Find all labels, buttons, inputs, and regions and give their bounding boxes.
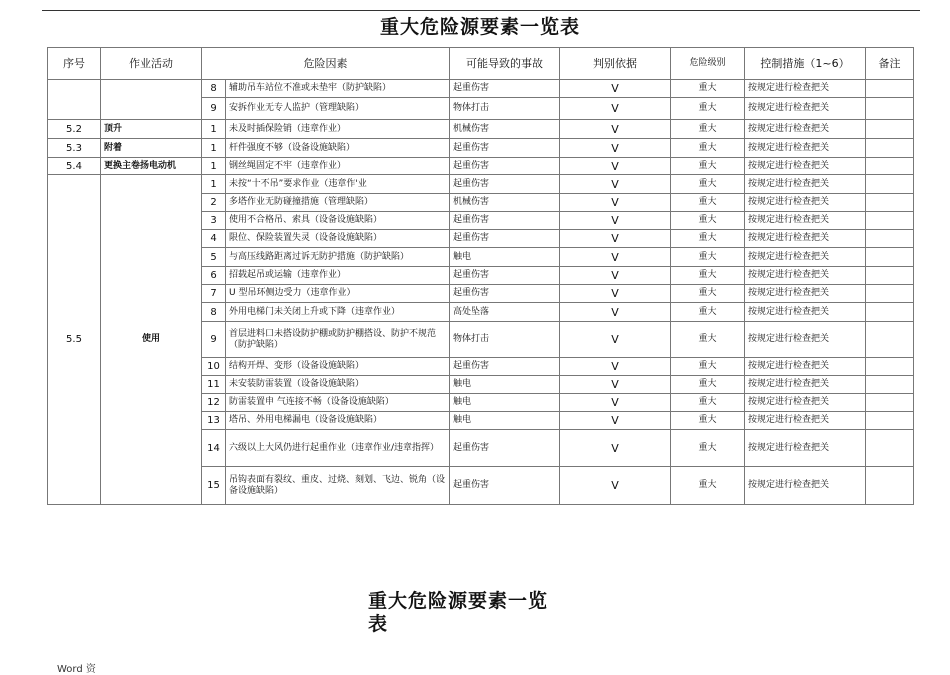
level-cell: 重大 <box>671 322 745 358</box>
header-control: 控制措施（1~6） <box>745 48 866 80</box>
level-cell: 重大 <box>671 175 745 194</box>
control-cell: 按规定进行检查把关 <box>745 412 866 430</box>
level-cell: 重大 <box>671 139 745 158</box>
page-title: 重大危险源要素一览表 <box>379 16 580 38</box>
hazard-cell: 限位、保险装置失灵（设备设施缺陷） <box>226 230 450 248</box>
accident-cell: 触电 <box>450 412 560 430</box>
hazard-cell: 招载起吊或运输（违章作业） <box>226 267 450 285</box>
table-row <box>48 158 914 175</box>
item-number: 8 <box>202 80 226 98</box>
basis-cell: V <box>560 230 671 248</box>
level-cell: 重大 <box>671 467 745 505</box>
activity-cell: 更换主卷扬电动机 <box>101 158 202 175</box>
basis-cell: V <box>560 139 671 158</box>
hazard-cell: 多塔作业无防碰撞措施（管理缺陷） <box>226 194 450 212</box>
accident-cell: 机械伤害 <box>450 194 560 212</box>
control-cell: 按规定进行检查把关 <box>745 267 866 285</box>
remark-cell <box>866 80 914 98</box>
footer-note: Word 资 <box>57 664 96 675</box>
table-row <box>48 175 914 194</box>
header-seq: 序号 <box>48 48 101 80</box>
item-number: 9 <box>202 322 226 358</box>
item-number: 6 <box>202 267 226 285</box>
hazard-cell: 塔吊、外用电梯漏电（设备设施缺陷） <box>226 412 450 430</box>
basis-cell: V <box>560 303 671 322</box>
remark-cell <box>866 194 914 212</box>
item-number: 1 <box>202 120 226 139</box>
remark-cell <box>866 394 914 412</box>
top-rule <box>42 10 920 11</box>
header-basis: 判别依据 <box>560 48 671 80</box>
item-number: 13 <box>202 412 226 430</box>
accident-cell: 起重伤害 <box>450 212 560 230</box>
accident-cell: 起重伤害 <box>450 467 560 505</box>
table-row <box>48 120 914 139</box>
item-number: 1 <box>202 175 226 194</box>
remark-cell <box>866 412 914 430</box>
control-cell: 按规定进行检查把关 <box>745 394 866 412</box>
control-cell: 按规定进行检查把关 <box>745 376 866 394</box>
seq-cell: 5.4 <box>48 158 101 175</box>
item-number: 5 <box>202 248 226 267</box>
accident-cell: 起重伤害 <box>450 430 560 467</box>
level-cell: 重大 <box>671 267 745 285</box>
item-number: 8 <box>202 303 226 322</box>
hazard-cell: 未及时插保险销（违章作业） <box>226 120 450 139</box>
hazard-cell: 安拆作业无专人监护（管理缺陷） <box>226 98 450 120</box>
level-cell: 重大 <box>671 158 745 175</box>
remark-cell <box>866 212 914 230</box>
activity-cell: 使用 <box>101 175 202 505</box>
hazard-cell: 未安装防雷装置（设备设施缺陷） <box>226 376 450 394</box>
level-cell: 重大 <box>671 248 745 267</box>
control-cell: 按规定进行检查把关 <box>745 248 866 267</box>
control-cell: 按规定进行检查把关 <box>745 139 866 158</box>
header-level: 危险级别 <box>671 48 745 80</box>
control-cell: 按规定进行检查把关 <box>745 194 866 212</box>
remark-cell <box>866 120 914 139</box>
level-cell: 重大 <box>671 194 745 212</box>
basis-cell: V <box>560 212 671 230</box>
remark-cell <box>866 285 914 303</box>
basis-cell: V <box>560 267 671 285</box>
level-cell: 重大 <box>671 98 745 120</box>
item-number: 11 <box>202 376 226 394</box>
basis-cell: V <box>560 394 671 412</box>
control-cell: 按规定进行检查把关 <box>745 120 866 139</box>
remark-cell <box>866 303 914 322</box>
hazard-cell: 结构开焊、变形（设备设施缺陷） <box>226 358 450 376</box>
item-number: 2 <box>202 194 226 212</box>
remark-cell <box>866 467 914 505</box>
seq-cell: 5.2 <box>48 120 101 139</box>
table-row <box>48 80 914 98</box>
hazard-cell: 使用不合格吊、索具（设备设施缺陷） <box>226 212 450 230</box>
repeated-title <box>368 590 568 636</box>
hazard-cell: 杆件强度不够（设备设施缺陷） <box>226 139 450 158</box>
basis-cell: V <box>560 376 671 394</box>
basis-cell: V <box>560 322 671 358</box>
control-cell: 按规定进行检查把关 <box>745 212 866 230</box>
hazard-table <box>47 47 914 505</box>
header-hazard: 危险因素 <box>202 48 450 80</box>
seq-cell: 5.5 <box>48 175 101 505</box>
remark-cell <box>866 158 914 175</box>
control-cell: 按规定进行检查把关 <box>745 80 866 98</box>
accident-cell: 触电 <box>450 376 560 394</box>
remark-cell <box>866 430 914 467</box>
basis-cell: V <box>560 158 671 175</box>
item-number: 1 <box>202 158 226 175</box>
control-cell: 按规定进行检查把关 <box>745 230 866 248</box>
level-cell: 重大 <box>671 285 745 303</box>
basis-cell: V <box>560 467 671 505</box>
hazard-cell: 六级以上大风仍进行起重作业（违章作业/违章指挥） <box>226 430 450 467</box>
control-cell: 按规定进行检查把关 <box>745 358 866 376</box>
level-cell: 重大 <box>671 430 745 467</box>
activity-cell <box>101 80 202 120</box>
accident-cell: 触电 <box>450 394 560 412</box>
table-header-row <box>48 48 914 80</box>
control-cell: 按规定进行检查把关 <box>745 303 866 322</box>
level-cell: 重大 <box>671 303 745 322</box>
accident-cell: 起重伤害 <box>450 285 560 303</box>
hazard-cell: 未按“十不吊”要求作业（违章作'业 <box>226 175 450 194</box>
control-cell: 按规定进行检查把关 <box>745 285 866 303</box>
remark-cell <box>866 248 914 267</box>
item-number: 12 <box>202 394 226 412</box>
repeated-title-line2: 表 <box>368 613 389 635</box>
activity-cell: 顶升 <box>101 120 202 139</box>
item-number: 15 <box>202 467 226 505</box>
item-number: 7 <box>202 285 226 303</box>
header-activity: 作业活动 <box>101 48 202 80</box>
item-number: 10 <box>202 358 226 376</box>
accident-cell: 起重伤害 <box>450 80 560 98</box>
basis-cell: V <box>560 358 671 376</box>
hazard-cell: 外用电梯门未关闭上升或下降（违章作业） <box>226 303 450 322</box>
accident-cell: 起重伤害 <box>450 230 560 248</box>
accident-cell: 起重伤害 <box>450 175 560 194</box>
hazard-cell: 钢丝绳固定不牢（违章作业） <box>226 158 450 175</box>
remark-cell <box>866 376 914 394</box>
seq-cell: 5.3 <box>48 139 101 158</box>
remark-cell <box>866 139 914 158</box>
header-accident: 可能导致的事故 <box>450 48 560 80</box>
basis-cell: V <box>560 98 671 120</box>
item-number: 1 <box>202 139 226 158</box>
level-cell: 重大 <box>671 376 745 394</box>
control-cell: 按规定进行检查把关 <box>745 158 866 175</box>
remark-cell <box>866 358 914 376</box>
control-cell: 按规定进行检查把关 <box>745 430 866 467</box>
hazard-cell: 首层进料口未搭设防护棚或防护棚搭设、防护不规范（防护缺陷） <box>226 322 450 358</box>
accident-cell: 物体打击 <box>450 322 560 358</box>
remark-cell <box>866 322 914 358</box>
remark-cell <box>866 175 914 194</box>
repeated-title-line1: 重大危险源要素一览 <box>368 590 549 612</box>
accident-cell: 机械伤害 <box>450 120 560 139</box>
control-cell: 按规定进行检查把关 <box>745 98 866 120</box>
level-cell: 重大 <box>671 230 745 248</box>
basis-cell: V <box>560 412 671 430</box>
accident-cell: 物体打击 <box>450 98 560 120</box>
basis-cell: V <box>560 175 671 194</box>
basis-cell: V <box>560 285 671 303</box>
accident-cell: 起重伤害 <box>450 267 560 285</box>
remark-cell <box>866 267 914 285</box>
table-row <box>48 139 914 158</box>
basis-cell: V <box>560 430 671 467</box>
basis-cell: V <box>560 80 671 98</box>
seq-cell <box>48 80 101 120</box>
hazard-cell: 辅助吊车站位不准或未垫牢（防护缺陷） <box>226 80 450 98</box>
accident-cell: 起重伤害 <box>450 358 560 376</box>
basis-cell: V <box>560 194 671 212</box>
accident-cell: 触电 <box>450 248 560 267</box>
hazard-cell: 与高压线路距离过诉无防护措施（防护缺陷） <box>226 248 450 267</box>
level-cell: 重大 <box>671 412 745 430</box>
basis-cell: V <box>560 120 671 139</box>
item-number: 14 <box>202 430 226 467</box>
hazard-cell: 防雷装置申 气连接不畅（设备设施缺陷） <box>226 394 450 412</box>
level-cell: 重大 <box>671 358 745 376</box>
item-number: 4 <box>202 230 226 248</box>
accident-cell: 高处坠落 <box>450 303 560 322</box>
basis-cell: V <box>560 248 671 267</box>
control-cell: 按规定进行检查把关 <box>745 322 866 358</box>
level-cell: 重大 <box>671 120 745 139</box>
control-cell: 按规定进行检查把关 <box>745 467 866 505</box>
control-cell: 按规定进行检查把关 <box>745 175 866 194</box>
accident-cell: 起重伤害 <box>450 139 560 158</box>
hazard-cell: 吊钩表面有裂纹、重皮、过烧、刻划、飞边、锐角（设备设施缺陷） <box>226 467 450 505</box>
level-cell: 重大 <box>671 394 745 412</box>
item-number: 3 <box>202 212 226 230</box>
activity-cell: 附着 <box>101 139 202 158</box>
accident-cell: 起重伤害 <box>450 158 560 175</box>
level-cell: 重大 <box>671 80 745 98</box>
item-number: 9 <box>202 98 226 120</box>
remark-cell <box>866 230 914 248</box>
level-cell: 重大 <box>671 212 745 230</box>
remark-cell <box>866 98 914 120</box>
header-remark: 备注 <box>866 48 914 80</box>
hazard-cell: U 型吊环侧边受力（违章作业） <box>226 285 450 303</box>
